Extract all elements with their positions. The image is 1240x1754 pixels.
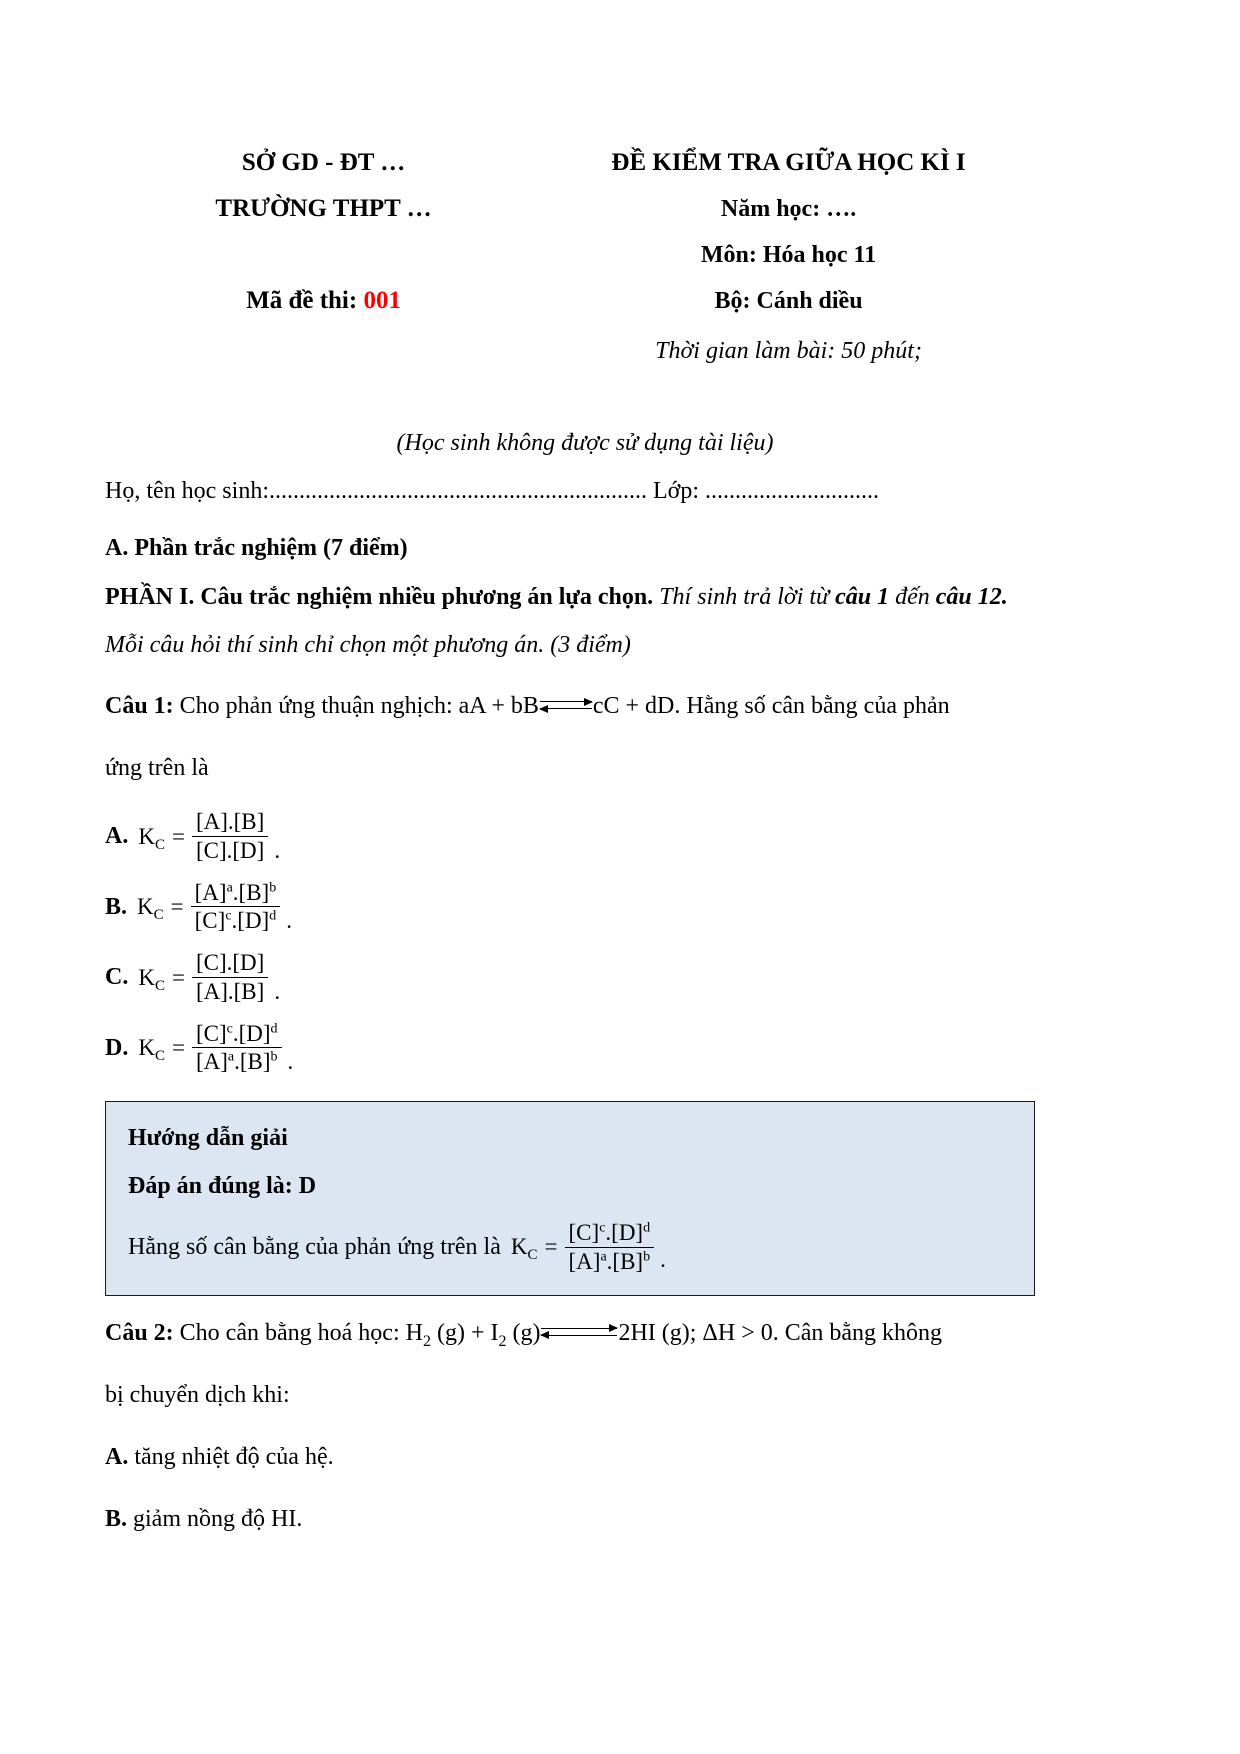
option-b-fraction (191, 880, 281, 935)
option-d-equals: = (171, 1035, 185, 1061)
solution-box (105, 1101, 1035, 1296)
part-1-italic-2: đến (895, 584, 930, 610)
option-b-numerator: $[A]^a.[B]^b$ (194, 879, 277, 905)
question-2-mid1: (g) + I (430, 1319, 499, 1346)
exam-code-row (105, 278, 542, 324)
question-2-option-b-text: giảm nồng độ HI. (133, 1505, 303, 1532)
option-a-numerator: [A].[B] (195, 809, 265, 834)
exam-code-value: 001 (363, 287, 401, 314)
part-1-italic-1: Thí sinh trả lời từ (659, 584, 830, 610)
option-d-denominator: $[A]^a.[B]^b$ (192, 1047, 282, 1075)
solution-kc: K $_C$ (510, 1234, 538, 1264)
exam-duration: Thời gian làm bài: 50 phút; (655, 338, 922, 364)
question-2-option-a-text: tăng nhiệt độ của hệ. (134, 1443, 334, 1470)
solution-denominator: $[A]^a.[B]^b$ (565, 1247, 655, 1275)
section-a-heading: A. Phần trắc nghiệm (7 điểm) (105, 535, 408, 561)
school-name: TRƯỜNG THPT … (215, 195, 432, 222)
option-d-tail: . (287, 1049, 294, 1074)
question-2-sub-h: 2 (422, 1332, 431, 1350)
solution-fraction (565, 1220, 655, 1275)
option-c-denominator: [A].[B] (192, 977, 268, 1005)
class-dots[interactable]: ............................. (705, 478, 880, 504)
option-d[interactable] (105, 1021, 1035, 1076)
student-info-row (105, 473, 1035, 509)
exam-code-label: Mã đề thi: (246, 287, 358, 314)
question-2-after: 2HI (g); ΔH > 0. Cân bằng không (618, 1319, 943, 1346)
option-a-fraction (192, 809, 268, 864)
option-c-numerator: [C].[D] (195, 950, 265, 975)
part-1-italic-3: Mỗi câu hỏi thí sinh chỉ chọn một phương án. (3 điểm) (105, 632, 631, 658)
department-name: SỞ GD - ĐT … (241, 149, 406, 176)
solution-tail: . (660, 1246, 666, 1272)
solution-equals: = (544, 1234, 558, 1260)
option-c-kc: K $_C$ (138, 964, 165, 994)
option-d-kc: K $_C$ (138, 1035, 165, 1065)
student-name-label: Họ, tên học sinh: (105, 478, 269, 504)
option-a-kc: K $_C$ (138, 823, 165, 853)
option-a-letter: A. (105, 823, 129, 850)
part-1-title: PHẦN I. Câu trắc nghiệm nhiều phương án lựa chọn. (105, 584, 654, 610)
question-2-sub-i: 2 (498, 1332, 507, 1350)
option-a[interactable] (105, 809, 1035, 864)
option-b-tail: . (286, 908, 292, 933)
question-1-label: Câu 1: (105, 693, 174, 719)
textbook-series: Bộ: Cánh diều (714, 288, 863, 314)
option-c-fraction (192, 950, 268, 1005)
question-2-option-a-letter: A. (105, 1443, 129, 1470)
subject-name: Môn: Hóa học 11 (700, 242, 877, 268)
option-d-fraction (192, 1021, 282, 1076)
page-content (105, 140, 1035, 1544)
part-1-range-start: câu 1 (835, 584, 890, 610)
option-b[interactable] (105, 880, 1035, 935)
solution-title: Hướng dẫn giải (128, 1125, 288, 1151)
solution-numerator: $[C]^c.[D]^d$ (568, 1220, 651, 1245)
option-c-equals: = (171, 964, 185, 990)
question-2-label: Câu 2: (105, 1319, 174, 1346)
solution-explanation (128, 1220, 1012, 1275)
option-a-tail: . (274, 837, 281, 863)
option-b-kc: K $_C$ (137, 894, 164, 924)
header-right-column (542, 140, 1035, 374)
question-2-text-line2: bị chuyển dịch khi: (105, 1381, 290, 1408)
question-2-text (105, 1308, 1035, 1358)
part-1-range-end: câu 12. (935, 584, 1008, 610)
option-b-equals: = (170, 894, 184, 920)
option-b-denominator: $[C]^c.[D]^d$ (191, 906, 281, 934)
option-d-letter: D. (105, 1034, 129, 1061)
option-c[interactable] (105, 950, 1035, 1005)
school-year: Năm học: …. (720, 196, 857, 222)
student-name-dots[interactable]: ............................................................... (268, 478, 647, 504)
question-2-mid2: (g) (506, 1319, 541, 1346)
option-c-tail: . (274, 978, 281, 1004)
question-2-option-b-letter: B. (105, 1505, 128, 1532)
option-a-equals: = (171, 823, 185, 849)
header-spacer (105, 232, 542, 278)
document-header (105, 140, 1035, 374)
equilibrium-arrow-icon-2 (541, 1324, 617, 1342)
equilibrium-arrow-icon (540, 697, 592, 715)
question-1-before: Cho phản ứng thuận nghịch: (179, 693, 453, 719)
class-label: Lớp: (652, 478, 700, 504)
option-c-letter: C. (105, 964, 129, 991)
question-1-after: . Hằng số cân bằng của phản (674, 693, 950, 719)
part-1-instructions (105, 573, 1035, 669)
option-d-numerator: $[C]^c.[D]^d$ (195, 1020, 278, 1046)
option-b-letter: B. (105, 893, 128, 920)
option-a-denominator: [C].[D] (192, 836, 268, 864)
question-1-text-line2: ứng trên là (105, 755, 209, 781)
question-1-equation-left: aA + bB (458, 693, 539, 719)
header-left-column (105, 140, 542, 324)
question-1-text (105, 681, 1035, 731)
question-2-before: Cho cân bằng hoá học: H (179, 1319, 423, 1346)
solution-answer: Đáp án đúng là: D (128, 1173, 317, 1199)
solution-body-text: Hằng số cân bằng của phản ứng trên là (128, 1233, 501, 1260)
question-1-equation-right: cC + dD (592, 693, 675, 719)
question-2-option-b[interactable] (105, 1494, 1035, 1544)
exam-title: ĐỀ KIỂM TRA GIỮA HỌC KÌ I (611, 149, 966, 176)
question-2-option-a[interactable] (105, 1432, 1035, 1482)
exam-notice: (Học sinh không được sử dụng tài liệu) (396, 430, 774, 456)
